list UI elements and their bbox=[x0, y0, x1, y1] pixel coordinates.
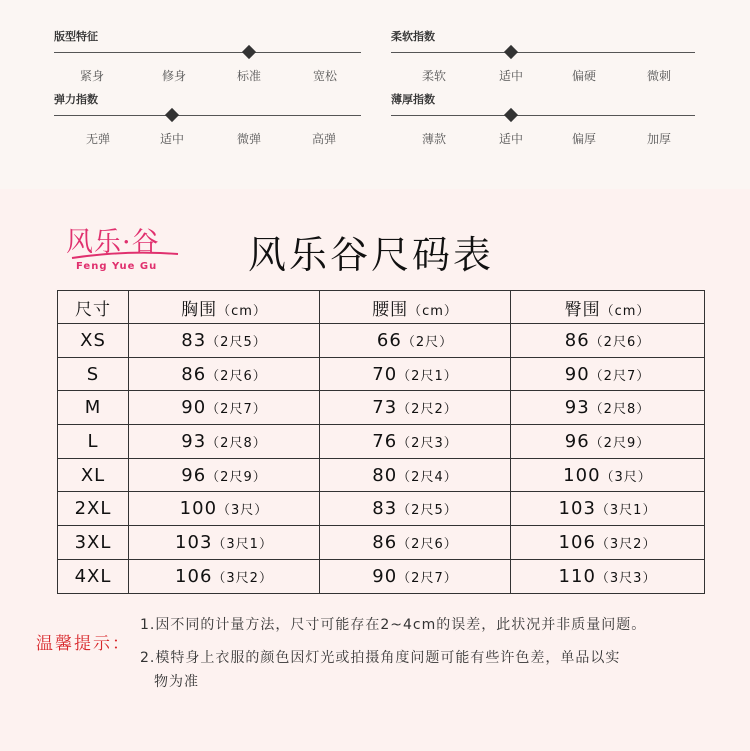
hip-chi-value: （2尺7） bbox=[589, 368, 651, 384]
thickness-option-2: 适中 bbox=[498, 132, 524, 146]
hip-cell bbox=[511, 324, 705, 358]
tip-item-2: 2.模特身上衣服的颜色因灯光或拍摄角度问题可能有些许色差，单品以实 bbox=[140, 650, 621, 666]
chest-cell bbox=[129, 357, 320, 391]
waist-cell bbox=[320, 458, 511, 492]
table-row bbox=[58, 425, 705, 459]
fit-title: 版型特征 bbox=[54, 30, 98, 43]
softness-scale-line bbox=[391, 52, 695, 53]
elasticity-option-3: 微弹 bbox=[236, 132, 262, 146]
hip-chi-value: （2尺8） bbox=[589, 402, 651, 418]
chest-value: 86 bbox=[181, 363, 207, 385]
chest-chi-value: （2尺7） bbox=[206, 402, 267, 418]
table-header-row bbox=[58, 291, 705, 324]
chest-chi-value: （3尺） bbox=[217, 503, 269, 519]
hip-cell bbox=[511, 425, 705, 459]
header-waist-label: 腰围 bbox=[372, 299, 409, 320]
waist-cell bbox=[320, 559, 511, 593]
elasticity-scale-line bbox=[54, 115, 361, 116]
chest-chi-value: （2尺6） bbox=[206, 368, 267, 384]
fit-option-3: 标准 bbox=[236, 69, 262, 83]
size-cell bbox=[58, 492, 129, 526]
hip-cell bbox=[511, 492, 705, 526]
header-chest-label: 胸围 bbox=[181, 299, 218, 320]
brand-subtitle: Feng Yue Gu bbox=[76, 261, 158, 272]
tip-item-2-continued: 物为准 bbox=[154, 674, 199, 690]
chest-value: 90 bbox=[181, 397, 207, 419]
hip-value: 93 bbox=[564, 397, 590, 419]
hip-value: 103 bbox=[558, 498, 596, 520]
chest-value: 100 bbox=[179, 498, 218, 520]
tips-section bbox=[0, 606, 750, 706]
waist-chi-value: （2尺4） bbox=[397, 469, 458, 485]
hip-chi-value: （3尺2） bbox=[595, 536, 657, 552]
chest-chi-value: （2尺9） bbox=[206, 469, 267, 485]
chest-value: 93 bbox=[181, 430, 207, 452]
table-row bbox=[58, 357, 705, 391]
hip-cell bbox=[511, 357, 705, 391]
softness-option-4: 微刺 bbox=[646, 69, 672, 83]
size-chart-table bbox=[57, 290, 705, 594]
chest-value: 103 bbox=[175, 531, 213, 553]
logo-swoosh-icon bbox=[70, 250, 180, 260]
hip-value: 96 bbox=[564, 430, 590, 452]
hip-chi-value: （3尺3） bbox=[595, 570, 657, 586]
header-chest-unit: （cm） bbox=[217, 303, 267, 319]
thickness-option-1: 薄款 bbox=[421, 132, 447, 146]
waist-value: 90 bbox=[372, 565, 398, 587]
chest-chi-value: （2尺5） bbox=[206, 334, 267, 350]
tips-label: 温馨提示： bbox=[36, 634, 131, 654]
table-row bbox=[58, 324, 705, 358]
size-value: XL bbox=[80, 464, 106, 486]
size-cell bbox=[58, 357, 129, 391]
tip-item-1: 1.因不同的计量方法，尺寸可能存在2~4cm的误差，此状况并非质量问题。 bbox=[140, 617, 647, 633]
header-hip-label: 臀围 bbox=[564, 299, 601, 320]
waist-chi-value: （2尺7） bbox=[397, 570, 458, 586]
waist-chi-value: （2尺） bbox=[401, 334, 454, 350]
size-value: S bbox=[86, 363, 100, 385]
waist-chi-value: （2尺5） bbox=[397, 503, 458, 519]
size-value: 2XL bbox=[74, 498, 112, 520]
chest-chi-value: （3尺2） bbox=[212, 570, 273, 586]
header-hip bbox=[511, 291, 705, 324]
chest-chi-value: （2尺8） bbox=[206, 435, 267, 451]
header-chest bbox=[129, 291, 320, 324]
softness-option-2: 适中 bbox=[498, 69, 524, 83]
table-row bbox=[58, 492, 705, 526]
fit-option-1: 紧身 bbox=[79, 69, 105, 83]
waist-value: 73 bbox=[372, 397, 398, 419]
waist-cell bbox=[320, 425, 511, 459]
elasticity-option-2: 适中 bbox=[159, 132, 185, 146]
fit-option-2: 修身 bbox=[161, 69, 187, 83]
size-value: L bbox=[87, 430, 99, 452]
hip-value: 106 bbox=[558, 531, 596, 553]
waist-chi-value: （2尺3） bbox=[397, 435, 458, 451]
header-hip-unit: （cm） bbox=[600, 303, 651, 319]
elasticity-option-4: 高弹 bbox=[311, 132, 337, 146]
softness-option-3: 偏硬 bbox=[571, 69, 597, 83]
header-size-label: 尺寸 bbox=[75, 299, 111, 320]
chest-value: 83 bbox=[181, 329, 207, 351]
header-waist bbox=[320, 291, 511, 324]
table-row bbox=[58, 526, 705, 560]
brand-logo bbox=[66, 212, 186, 282]
waist-chi-value: （2尺1） bbox=[397, 368, 458, 384]
size-value: XS bbox=[80, 329, 106, 351]
waist-cell bbox=[320, 391, 511, 425]
thickness-option-4: 加厚 bbox=[646, 132, 672, 146]
chest-cell bbox=[129, 492, 320, 526]
size-value: 3XL bbox=[74, 531, 112, 553]
size-cell bbox=[58, 526, 129, 560]
waist-value: 66 bbox=[376, 329, 402, 351]
hip-cell bbox=[511, 458, 705, 492]
size-value: 4XL bbox=[74, 565, 112, 587]
hip-cell bbox=[511, 559, 705, 593]
page-title: 风乐谷尺码表 bbox=[248, 233, 495, 277]
size-cell bbox=[58, 559, 129, 593]
chest-cell bbox=[129, 324, 320, 358]
fit-option-4: 宽松 bbox=[312, 69, 338, 83]
elasticity-option-1: 无弹 bbox=[85, 132, 111, 146]
waist-value: 83 bbox=[372, 498, 398, 520]
table-row bbox=[58, 559, 705, 593]
size-cell bbox=[58, 458, 129, 492]
chest-cell bbox=[129, 458, 320, 492]
chest-chi-value: （3尺1） bbox=[212, 536, 273, 552]
waist-value: 80 bbox=[372, 464, 398, 486]
table-row bbox=[58, 391, 705, 425]
waist-cell bbox=[320, 324, 511, 358]
hip-chi-value: （3尺） bbox=[600, 469, 652, 485]
softness-title: 柔软指数 bbox=[391, 30, 435, 43]
size-cell bbox=[58, 391, 129, 425]
hip-cell bbox=[511, 526, 705, 560]
size-value: M bbox=[84, 397, 102, 419]
waist-cell bbox=[320, 357, 511, 391]
hip-cell bbox=[511, 391, 705, 425]
waist-cell bbox=[320, 526, 511, 560]
waist-value: 86 bbox=[372, 531, 398, 553]
chest-value: 106 bbox=[175, 565, 213, 587]
hip-chi-value: （2尺6） bbox=[589, 334, 651, 350]
elasticity-title: 弹力指数 bbox=[54, 93, 98, 106]
size-cell bbox=[58, 324, 129, 358]
chest-cell bbox=[129, 559, 320, 593]
header-size bbox=[58, 291, 129, 324]
table-row bbox=[58, 458, 705, 492]
brand-logo-text: 风乐·谷 bbox=[66, 227, 160, 258]
chest-cell bbox=[129, 391, 320, 425]
chest-value: 96 bbox=[181, 464, 207, 486]
size-cell bbox=[58, 425, 129, 459]
waist-value: 70 bbox=[372, 363, 398, 385]
hip-value: 90 bbox=[564, 363, 590, 385]
thickness-title: 薄厚指数 bbox=[391, 93, 435, 106]
hip-value: 110 bbox=[558, 565, 596, 587]
waist-value: 76 bbox=[372, 430, 398, 452]
fit-scale-line bbox=[54, 52, 361, 53]
header-waist-unit: （cm） bbox=[408, 303, 458, 319]
waist-chi-value: （2尺6） bbox=[397, 536, 458, 552]
hip-chi-value: （3尺1） bbox=[595, 503, 657, 519]
hip-chi-value: （2尺9） bbox=[589, 435, 651, 451]
thickness-scale-line bbox=[391, 115, 695, 116]
attribute-panel bbox=[0, 0, 750, 189]
waist-chi-value: （2尺2） bbox=[397, 402, 458, 418]
hip-value: 86 bbox=[564, 329, 590, 351]
softness-option-1: 柔软 bbox=[421, 69, 447, 83]
chest-cell bbox=[129, 425, 320, 459]
hip-value: 100 bbox=[563, 464, 601, 486]
waist-cell bbox=[320, 492, 511, 526]
chest-cell bbox=[129, 526, 320, 560]
thickness-option-3: 偏厚 bbox=[571, 132, 597, 146]
